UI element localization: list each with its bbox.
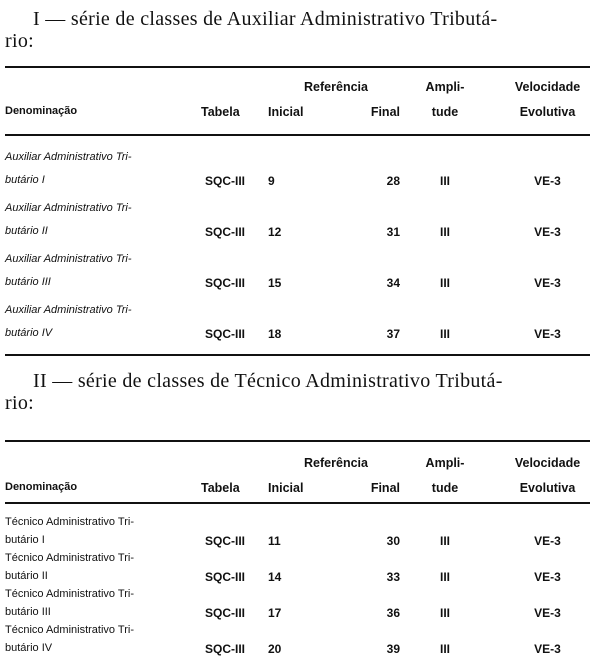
header-tabela: Tabela [201,105,240,119]
row-name-line1: Auxiliar Administrativo Tri- [5,202,132,214]
table-rule [5,66,590,68]
cell-tabela: SQC-III [205,327,246,341]
heading-line: rio: [5,392,34,414]
cell-inicial: 18 [268,327,282,341]
header-final: Final [370,105,400,119]
row-name-line2: butário III [5,276,51,288]
table-rule [5,354,590,356]
cell-final: 39 [386,642,400,656]
heading-line: I — série de classes de Auxiliar Administrativo Tributá- [33,8,498,30]
cell-inicial: 9 [268,174,275,188]
cell-inicial: 12 [268,225,282,239]
cell-final: 28 [386,174,400,188]
row-name-line2: butário I [5,174,45,186]
section1-heading [5,8,590,52]
header-velocidade-2: Evolutiva [519,481,576,495]
row-name-line2: butário IV [5,327,53,339]
header-denominacao: Denominação [5,481,78,493]
cell-final: 34 [386,276,400,290]
header-amplitude-2: tude [431,481,459,495]
cell-tabela: SQC-III [205,276,246,290]
cell-velocidade: VE-3 [534,276,561,290]
cell-velocidade: VE-3 [534,174,561,188]
table-tecnico [5,456,590,656]
header-denominacao: Denominação [5,105,78,117]
cell-velocidade: VE-3 [534,534,561,548]
cell-tabela: SQC-III [205,606,246,620]
cell-velocidade: VE-3 [534,570,561,584]
row-name-line2: butário I [5,534,45,546]
cell-amplitude: III [439,642,450,656]
row-name-line1: Auxiliar Administrativo Tri- [5,304,132,316]
table-auxiliar [5,80,590,341]
cell-amplitude: III [439,174,450,188]
cell-amplitude: III [439,606,450,620]
row-name-line2: butário II [5,570,48,582]
row-name-line1: Auxiliar Administrativo Tri- [5,253,132,265]
row-name-line1: Auxiliar Administrativo Tri- [5,151,132,163]
row-name-line1: Técnico Administrativo Tri- [5,624,134,636]
cell-inicial: 14 [268,570,282,584]
table-header [5,456,590,506]
cell-velocidade: VE-3 [534,327,561,341]
cell-amplitude: III [439,534,450,548]
table-rule [5,502,590,504]
row-name-line1: Técnico Administrativo Tri- [5,552,134,564]
table-header [5,80,590,130]
heading-line: II — série de classes de Técnico Administrativo Tributá- [33,370,503,392]
row-name-line2: butário III [5,606,51,618]
cell-final: 36 [386,606,400,620]
row-name-line1: Técnico Administrativo Tri- [5,588,134,600]
cell-amplitude: III [439,225,450,239]
cell-tabela: SQC-III [205,225,246,239]
cell-velocidade: VE-3 [534,606,561,620]
cell-tabela: SQC-III [205,570,246,584]
row-name-line2: butário II [5,225,48,237]
header-final: Final [370,481,400,495]
cell-final: 33 [386,570,400,584]
cell-velocidade: VE-3 [534,642,561,656]
header-referencia: Referência [304,80,368,94]
cell-inicial: 11 [268,534,281,548]
heading-line: rio: [5,30,34,52]
header-amplitude-2: tude [431,105,459,119]
header-tabela: Tabela [201,481,240,495]
header-velocidade-1: Velocidade [514,456,581,470]
cell-final: 31 [386,225,400,239]
cell-inicial: 15 [268,276,282,290]
cell-tabela: SQC-III [205,174,246,188]
header-amplitude-1: Ampli- [425,80,465,94]
header-amplitude-1: Ampli- [425,456,465,470]
cell-inicial: 17 [268,606,282,620]
table-rule [5,440,590,442]
header-inicial: Inicial [268,105,304,119]
header-inicial: Inicial [268,481,304,495]
cell-final: 37 [386,327,400,341]
cell-inicial: 20 [268,642,282,656]
cell-amplitude: III [439,570,450,584]
cell-amplitude: III [439,276,450,290]
row-name-line1: Técnico Administrativo Tri- [5,516,134,528]
row-name-line2: butário IV [5,642,53,654]
cell-tabela: SQC-III [205,534,246,548]
cell-amplitude: III [439,327,450,341]
cell-final: 30 [386,534,400,548]
table-rule [5,134,590,136]
header-referencia: Referência [304,456,368,470]
cell-tabela: SQC-III [205,642,246,656]
section2-heading [5,370,590,414]
header-velocidade-1: Velocidade [514,80,581,94]
cell-velocidade: VE-3 [534,225,561,239]
header-velocidade-2: Evolutiva [519,105,576,119]
